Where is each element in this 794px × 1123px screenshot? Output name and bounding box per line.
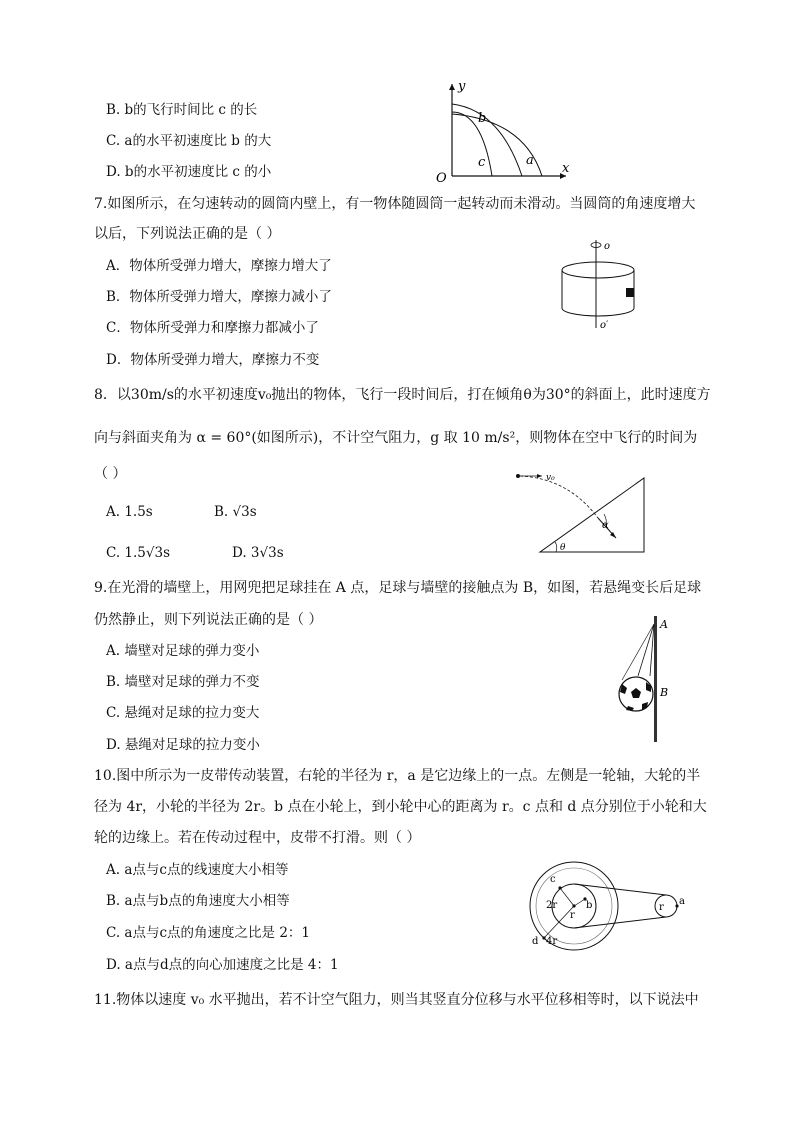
label-r: r	[570, 910, 575, 921]
q8-stem-line3: （ ）	[94, 466, 127, 482]
point-c	[558, 886, 561, 889]
block-on-wall	[626, 288, 634, 297]
q7-option-d: D．物体所受弹力增大，摩擦力不变	[106, 352, 320, 368]
q7-option-b: B．物体所受弹力增大，摩擦力减小了	[106, 289, 332, 305]
label-v0: v₀	[546, 473, 555, 483]
label-d: d	[532, 936, 539, 947]
q6-option-c: C. a的水平初速度比 b 的大	[106, 133, 272, 149]
cylinder-top	[562, 262, 634, 278]
q7-cylinder-figure	[560, 236, 650, 332]
q8-stem-line1: 8．以30m/s的水平初速度v₀抛出的物体，飞行一段时间后，打在倾角θ为30°的斜面上，此时速度方	[94, 387, 711, 403]
label-origin: O	[436, 171, 447, 184]
q7-option-a: A．物体所受弹力增大，摩擦力增大了	[106, 258, 332, 274]
q9-football-figure	[610, 612, 684, 744]
q6-option-b: B. b的飞行时间比 c 的长	[106, 102, 258, 118]
label-b: b	[478, 111, 487, 126]
q7-stem-line1: 7.如图所示，在匀速转动的圆筒内壁上，有一物体随圆筒一起转动而未滑动。当圆筒的角速度增大	[94, 196, 696, 212]
q6-option-d: D. b的水平初速度比 c 的小	[106, 164, 272, 180]
label-right-r: r	[659, 902, 664, 913]
q8-option-a: A. 1.5s	[106, 504, 153, 520]
q8-option-d: D. 3√3s	[232, 545, 284, 561]
q7-stem-line2: 以后，下列说法正确的是（ ）	[94, 226, 281, 242]
q9-option-b: B. 墙壁对足球的弹力不变	[106, 674, 260, 690]
label-4r: 4r	[546, 936, 558, 947]
q10-option-d: D. a点与d点的向心加速度之比是 4：1	[106, 957, 339, 973]
theta-arc	[555, 542, 557, 552]
trajectory-path	[520, 476, 598, 518]
q6-trajectory-figure	[434, 76, 574, 184]
label-a: a	[679, 896, 685, 907]
q9-option-a: A. 墙壁对足球的弹力变小	[106, 643, 260, 659]
q9-option-c: C. 悬绳对足球的拉力变大	[106, 705, 260, 721]
q10-option-b: B. a点与b点的角速度大小相等	[106, 893, 290, 909]
q7-option-c: C．物体所受弹力和摩擦力都减小了	[106, 320, 319, 336]
q10-stem-line1: 10.图中所示为一皮带传动装置，右轮的半径为 r，a 是它边缘上的一点。左侧是一轮轴，大轮的半	[94, 768, 701, 784]
q10-stem-line3: 轮的边缘上。若在传动过程中，皮带不打滑。则（ ）	[94, 830, 421, 846]
label-2r: 2r	[546, 900, 558, 911]
label-y: y	[458, 79, 466, 94]
q8-stem-line2: 向与斜面夹角为 α = 60°(如图所示)，不计空气阻力，g 取 10 m/s²，则物体在空中飞行的时间为	[94, 430, 698, 446]
q9-stem-line2: 仍然静止，则下列说法正确的是（ ）	[94, 612, 323, 628]
q8-option-c: C. 1.5√3s	[106, 545, 171, 561]
incline-triangle	[540, 478, 644, 552]
label-c: c	[550, 874, 556, 885]
q10-option-c: C. a点与c点的角速度之比是 2：1	[106, 925, 311, 941]
label-b: b	[586, 900, 593, 911]
label-x: x	[562, 161, 570, 176]
label-c: c	[478, 155, 486, 170]
label-o-top: o	[604, 241, 611, 252]
v0-arrow-head	[537, 474, 542, 478]
q10-option-a: A. a点与c点的线速度大小相等	[106, 862, 289, 878]
q8-incline-figure	[512, 470, 648, 556]
label-alpha: α	[602, 520, 609, 531]
q10-belt-drive-figure	[526, 858, 690, 954]
radius-r	[574, 899, 585, 906]
radius-2r	[560, 888, 574, 906]
q10-stem-line2: 径为 4r，小轮的半径为 2r。b 点在小轮上，到小轮中心的距离为 r。c 点和 d 点分别位于小轮和大	[94, 799, 707, 815]
q9-option-d: D. 悬绳对足球的拉力变小	[106, 737, 260, 753]
label-B: B	[660, 686, 669, 699]
y-axis-arrow	[449, 84, 455, 90]
q9-stem-line1: 9.在光滑的墙壁上，用网兜把足球挂在 A 点，足球与墙壁的接触点为 B，如图，若悬绳变长后足球	[94, 580, 702, 596]
label-A: A	[660, 618, 668, 631]
label-o-bottom: o′	[600, 320, 609, 331]
net-line	[622, 624, 654, 680]
q8-option-b: B. √3s	[214, 504, 257, 520]
wall	[654, 616, 657, 742]
label-a: a	[526, 153, 534, 168]
q11-stem-line1: 11.物体以速度 v₀ 水平抛出，若不计空气阻力，则当其竖直分位移与水平位移相等时，以下说法中	[94, 992, 699, 1008]
label-theta: θ	[560, 543, 566, 553]
launch-point	[516, 474, 520, 478]
cylinder-bottom	[562, 308, 634, 316]
